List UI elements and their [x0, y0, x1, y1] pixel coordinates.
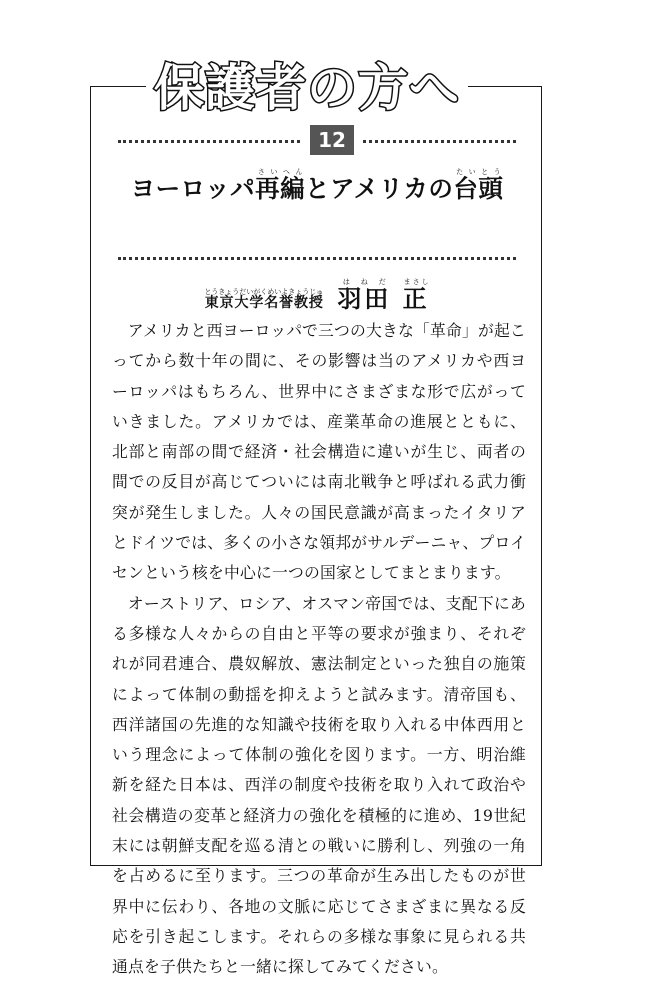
- title-ruby-tou: 頭とう: [478, 168, 504, 203]
- title-ruby-tai: 台たい: [453, 168, 479, 203]
- body-paragraph-2: オーストリア、ロシア、オスマン帝国では、支配下にある多様な人々からの自由と平等の要求が強まり、それぞれが同君連合、農奴解放、憲法制定といった独自の施策によって体制の動揺を抑えようと試みます。清帝国も、西洋諸国の先進的な知識や技術を取り入れる中体西用という理念によって体制の強化を図ります。一方、明治維新を経た日本は、西洋の制度や技術を取り入れて政治や社会構造の変革と経済力の強化を積極的に進め、19世紀末には朝鮮支配を巡る清との戦いに勝利し、列強の一角を占めるに至ります。三つの革命が生み出したものが世界中に伝わり、各地の文脈に応じてさまざまに異なる反応を引き起こします。それらの多様な事象に見られる共通点を子供たちと一緒に探してみてください。: [112, 593, 526, 977]
- title-ruby-hen: 編へん: [280, 168, 306, 203]
- header-title: 保護者の方へ: [146, 46, 468, 122]
- title-part-2: とアメリカの: [305, 174, 454, 203]
- chapter-number-badge: 12: [302, 125, 362, 155]
- author-line: [118, 278, 516, 314]
- title-part-1: ヨーロッパ: [130, 174, 256, 203]
- title-ruby-sai: 再さい: [255, 168, 281, 203]
- article-body: [112, 316, 526, 983]
- article-title: [118, 168, 516, 205]
- author-affiliation: 東京大学名誉教授とうきょうだいがくめいよきょうじゅ: [204, 288, 324, 311]
- body-paragraph-1: アメリカと西ヨーロッパで三つの大きな「革命」が起こってから数十年の間に、その影響は当のアメリカや西ヨーロッパはもちろん、世界中にさまざまな形で広がっていきました。アメリカでは、産業革命の進展とともに、北部と南部の間で経済・社会構造に違いが生じ、両者の間での反目が高じてついには南北戦争と呼ばれる武力衝突が発生しました。人々の国民意識が高まったイタリアとドイツでは、多くの小さな領邦がサルデーニャ、プロイセンという核を中心に一つの国家としてまとまります。: [112, 321, 526, 583]
- bottom-dotted-divider: [118, 257, 516, 260]
- author-name: 羽田はねだ 正まさし: [337, 278, 430, 313]
